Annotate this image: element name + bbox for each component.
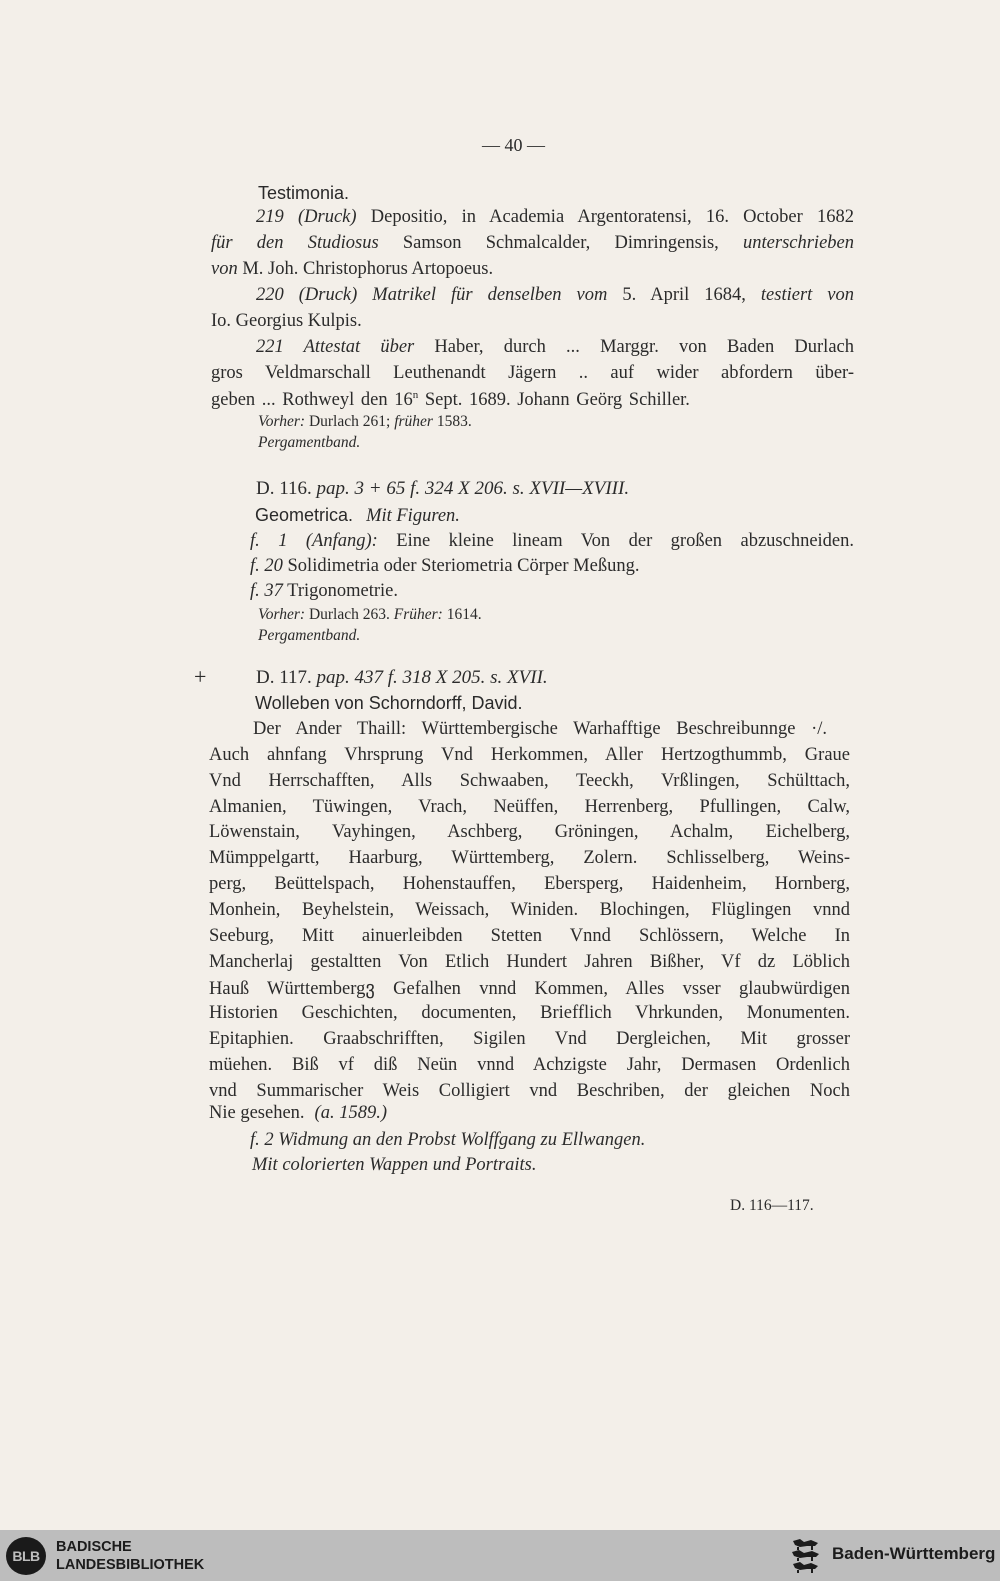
shelfmark: D. 116. xyxy=(256,478,312,499)
blb-logo-icon[interactable]: BLB xyxy=(6,1537,46,1575)
provenance-line: Vorher: Durlach 263. Früher: 1614. xyxy=(258,606,482,623)
footer-bar xyxy=(0,1530,1000,1581)
binding-note: Pergamentband. xyxy=(258,627,361,644)
body-text-line: müehen. Biß vf diß Neün vnnd Achzigste Jahr, Dermasen Ordenlich xyxy=(209,1055,850,1075)
entry-line: 221 Attestat über Haber, durch ... Marggr. von Baden Durlach xyxy=(256,337,854,357)
body-text-line: Löwenstain, Vayhingen, Aschberg, Gröningen, Achalm, Eichelberg, xyxy=(209,822,850,842)
entry-line: gros Veldmarschall Leuthenandt Jägern .. auf wider abfordern über- xyxy=(211,363,854,383)
shelfmark-line: D. 116. pap. 3 + 65 f. 324 X 206. s. XVII—XVIII. xyxy=(256,478,630,499)
provenance-line: Vorher: Durlach 261; früher 1583. xyxy=(258,413,472,430)
body-text-line: Der Ander Thaill: Württembergische Warhafftige Beschreibunnge ·/. xyxy=(253,719,827,739)
body-last-line: Nie gesehen. (a. 1589.) xyxy=(209,1103,387,1123)
entry-line: 220 (Druck) Matrikel für denselben vom 5. April 1684, testiert von xyxy=(256,285,855,305)
body-text-line: Hauß Württembergვ Gefalhen vnnd Kommen, Alles vsser glaubwürdigen xyxy=(209,979,850,999)
entry-line: geben ... Rothweyl den 16$^n$ Sept. 1689. Johann Geörg Schiller. xyxy=(211,389,690,411)
folio-note: f. 2 Widmung an den Probst Wolffgang zu Ellwangen. xyxy=(250,1130,646,1150)
entry-line: Io. Georgius Kulpis. xyxy=(211,311,362,331)
running-foot: D. 116—117. xyxy=(730,1197,814,1214)
body-text-line: Mümppelgartt, Haarburg, Württemberg, Zolern. Schlisselberg, Weins- xyxy=(209,848,850,868)
folio-entry: f. 37 Trigonometrie. xyxy=(250,581,399,601)
body-text-line: Monhein, Beyhelstein, Weissach, Winiden. Blochingen, Flüglingen vnnd xyxy=(209,900,850,920)
state-name[interactable]: Baden-Württemberg xyxy=(832,1544,996,1563)
body-text-line: Almanien, Tüwingen, Vrach, Neüffen, Herrenberg, Pfullingen, Calw, xyxy=(209,797,850,817)
shelfmark: D. 117. xyxy=(256,667,312,688)
binding-note: Pergamentband. xyxy=(258,434,361,451)
body-text-line: Historien Geschichten, documenten, Briefflich Vhrkunden, Monumenten. xyxy=(209,1003,850,1023)
page-number: — 40 — xyxy=(482,135,545,155)
entry-line: von M. Joh. Christophorus Artopoeus. xyxy=(211,259,494,279)
body-text-line: Epitaphien. Graabschrifften, Sigilen Vnd Dergleichen, Mit grosser xyxy=(209,1029,850,1049)
body-text-line: Seeburg, Mitt ainuerleibden Stetten Vnnd Schlössern, Welche In xyxy=(209,926,850,946)
shelfmark-line: D. 117. pap. 437 f. 318 X 205. s. XVII. xyxy=(256,667,548,688)
plus-marker: + xyxy=(194,664,207,689)
author-heading: Wolleben von Schorndorff, David. xyxy=(255,693,523,713)
folio-entry: f. 20 Solidimetria oder Steriometria Cörper Meßung. xyxy=(250,556,640,576)
section-heading-testimonia: Testimonia. xyxy=(258,183,350,203)
body-text-line: Mancherlaj gestaltten Von Etlich Hundert Jahren Bißher, Vf dz Löblich xyxy=(209,952,850,972)
entry-line: 219 (Druck) Depositio, in Academia Argentoratensi, 16. October 1682 xyxy=(256,207,854,227)
illustration-note: Mit colorierten Wappen und Portraits. xyxy=(252,1155,537,1175)
body-text-line: vnd Summarischer Weis Colligiert vnd Beschriben, der gleichen Noch xyxy=(209,1081,850,1101)
folio-entry: f. 1 (Anfang): Eine kleine lineam Von der großen abzuschneiden. xyxy=(250,531,855,551)
entry-line: für den Studiosus Samson Schmalcalder, Dimringensis, unterschrieben xyxy=(211,233,854,253)
state-lions-icon[interactable] xyxy=(791,1537,821,1575)
library-name[interactable]: BADISCHE LANDESBIBLIOTHEK xyxy=(56,1539,205,1573)
body-text-line: Vnd Herrschafften, Alls Schwaaben, Teeckh, Vrßlingen, Schülttach, xyxy=(209,771,850,791)
body-text-line: Auch ahnfang Vhrsprung Vnd Herkommen, Aller Hertzogthummb, Graue xyxy=(209,745,850,765)
body-text-line: perg, Beüttelspach, Hohenstauffen, Ebersperg, Haidenheim, Hornberg, xyxy=(209,874,850,894)
manuscript-title: Geometrica. Mit Figuren. xyxy=(255,505,460,526)
